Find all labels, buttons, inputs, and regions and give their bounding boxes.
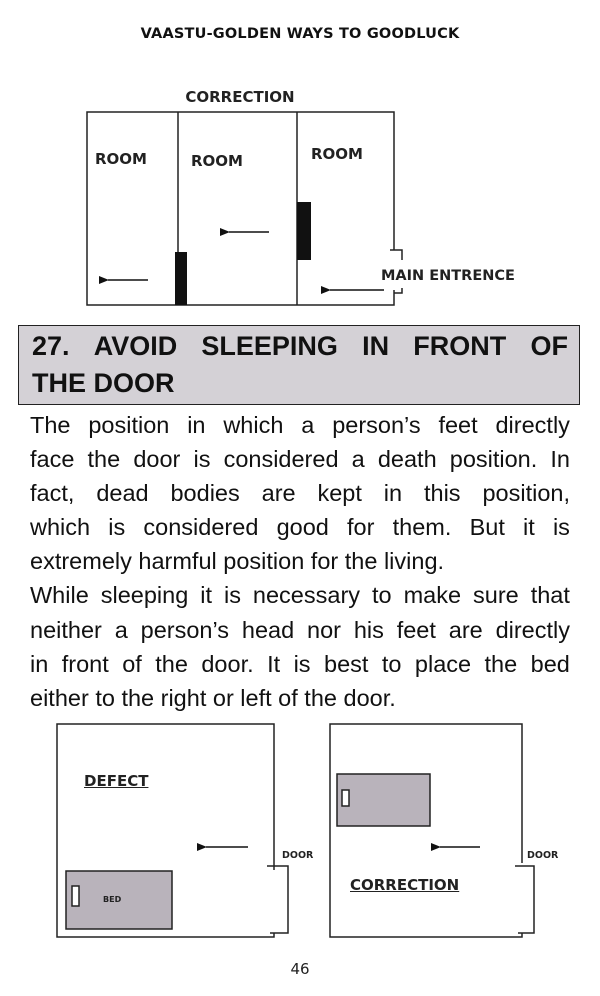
room-label: ROOM (311, 145, 363, 163)
word: person’s (332, 412, 421, 438)
section-heading (32, 328, 568, 402)
word: But (469, 514, 505, 541)
word: is (193, 446, 211, 473)
defect-label: DEFECT (84, 772, 149, 790)
word: death (377, 446, 437, 473)
door-label: DOOR (527, 850, 559, 861)
word: considered (223, 446, 339, 473)
word: dead (96, 480, 149, 507)
word: door. (201, 650, 254, 677)
word: head (241, 616, 295, 643)
body-text (30, 408, 570, 715)
bed-position-diagrams (0, 700, 600, 950)
bed-label: BED (103, 895, 122, 904)
word: his (353, 616, 384, 643)
word: position (88, 412, 170, 438)
word: bed (530, 650, 570, 677)
heading-word: FRONT (413, 331, 507, 361)
word: the (155, 650, 188, 677)
text-line (30, 510, 570, 544)
word: sleeping (100, 582, 189, 609)
heading-line-1 (32, 328, 568, 365)
word: The (30, 412, 71, 438)
word: to (381, 650, 402, 677)
text-line (30, 476, 570, 510)
correction-door-frame (515, 866, 534, 933)
defect-bed-pillow (72, 886, 79, 906)
page-number: 46 (290, 960, 310, 978)
text-line (30, 647, 570, 681)
word: sure (473, 582, 519, 609)
word: the (87, 446, 121, 473)
room-label: ROOM (95, 150, 147, 168)
word: directly (495, 616, 570, 643)
word: which (30, 514, 91, 541)
word: it (523, 514, 535, 541)
word: best (324, 650, 369, 677)
word: a (351, 446, 365, 473)
correction-bed-pillow (342, 790, 349, 806)
correction-room-outline (330, 724, 522, 937)
word: place (414, 650, 472, 677)
word: is (293, 650, 311, 677)
word: neither (30, 616, 102, 643)
word: to (372, 582, 392, 609)
word: It (267, 650, 281, 677)
word: good (276, 514, 329, 541)
word: of (122, 650, 142, 677)
word: bodies (170, 480, 240, 507)
word: face (30, 446, 75, 473)
text-line: extremely harmful position for the living. (30, 548, 445, 575)
heading-word: IN (362, 331, 390, 361)
word: fact, (30, 480, 75, 507)
defect-door-frame (267, 866, 288, 933)
word: for (347, 514, 375, 541)
word: is (223, 582, 241, 609)
word: door (133, 446, 181, 473)
word: person’s (140, 616, 230, 643)
word: feet (438, 412, 478, 438)
heading-word: SLEEPING (201, 331, 338, 361)
word: necessary (252, 582, 361, 609)
word: that (530, 582, 570, 609)
word: front (61, 650, 109, 677)
word: is (108, 514, 126, 541)
running-header: VAASTU-GOLDEN WAYS TO GOODLUCK (140, 26, 460, 42)
word: this (423, 480, 461, 507)
main-entrance-label: MAIN ENTRENCE (381, 268, 515, 284)
word: kept (317, 480, 362, 507)
text-line (30, 408, 570, 442)
floor-plan-outline (87, 112, 394, 305)
text-line (30, 613, 570, 647)
section-number: 27. (32, 331, 70, 361)
text-line (30, 578, 570, 612)
word: are (261, 480, 296, 507)
word: position. (449, 446, 538, 473)
correction-bed (337, 774, 430, 826)
word: in (30, 650, 49, 677)
room-label: ROOM (191, 152, 243, 170)
word: make (403, 582, 462, 609)
heading-word: AVOID (93, 331, 178, 361)
word: are (448, 616, 483, 643)
heading-word: OF (530, 331, 568, 361)
word: them. (392, 514, 452, 541)
word: which (223, 412, 284, 438)
correction-caption: CORRECTION (185, 88, 295, 106)
entrance-door-jamb (390, 250, 402, 260)
word: in (383, 480, 403, 507)
word: considered (143, 514, 259, 541)
door-bar-room-2 (297, 202, 311, 260)
word: While (30, 582, 89, 609)
word: a (114, 616, 128, 643)
word: is (552, 514, 570, 541)
correction-label: CORRECTION (350, 876, 460, 894)
word: In (550, 446, 570, 473)
word: directly (495, 412, 570, 438)
word: in (187, 412, 206, 438)
word: the (484, 650, 518, 677)
word: a (301, 412, 315, 438)
entrance-door-jamb-lower (394, 288, 402, 293)
heading-line-2: THE DOOR (32, 368, 175, 398)
word: nor (307, 616, 341, 643)
word: it (200, 582, 212, 609)
door-bar-room-1 (175, 252, 187, 305)
word: position, (482, 480, 570, 507)
text-line (30, 442, 570, 476)
door-label: DOOR (282, 850, 314, 861)
word: feet (396, 616, 436, 643)
text-line: either to the right or left of the door. (30, 684, 396, 711)
